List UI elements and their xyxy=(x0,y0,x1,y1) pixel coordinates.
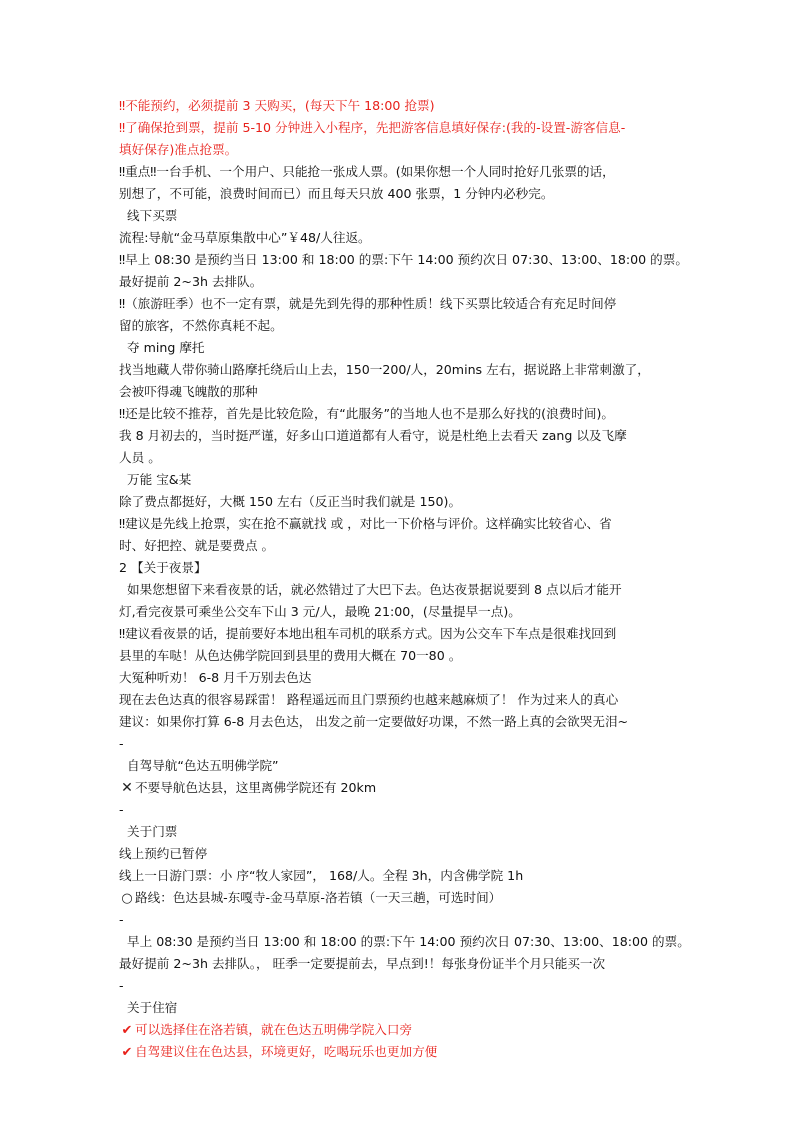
text-line-universal-3: 时、好把控、就是要费点 。 xyxy=(119,538,275,553)
section-heading-self-drive: 自驾导航“色达五明佛学院” xyxy=(127,758,279,773)
text-line-advice-2: 建议：如果你打算 6-8 月去色达， 出发之前一定要做好功课，不然一路上真的会欲哭无泪~ xyxy=(119,714,629,729)
text-line-night-view-3: ‼建议看夜景的话，提前要好本地出租车司机的联系方式。因为公交车下车点是很难找回到 xyxy=(119,626,617,641)
divider-dash-1: - xyxy=(119,736,124,751)
text-line-motorbike-3: ‼还是比较不推荐，首先是比较危险，有“此服务”的当地人也不是那么好找的(浪费时间)。 xyxy=(119,406,614,421)
text-line-motorbike-5: 人员 。 xyxy=(119,450,161,465)
text-line-night-view-2: 灯,看完夜景可乘坐公交车下山 3 元/人，最晚 21:00，(尽量提早一点)。 xyxy=(119,604,521,619)
text-line-process: 流程:导航“金马草原集散中心”￥48/人往返。 xyxy=(119,230,371,245)
divider-dash-4: - xyxy=(119,978,124,993)
text-line-motorbike-1: 找当地藏人带你骑山路摩托绕后山上去，150一200/人，20mins 左右，据说路上非常刺激了， xyxy=(119,362,650,377)
text-line-morning-schedule: ‼早上 08:30 是预约当日 13:00 和 18:00 的票:下午 14:00 预约次日 07:30、13:00、18:00 的票。 xyxy=(119,252,688,267)
text-line-notice-2: ‼了确保抢到票，提前 5-10 分钟进入小程序，先把游客信息填好保存:(我的-设置-游客信息- xyxy=(119,120,626,135)
section-heading-lodging: 关于住宿 xyxy=(127,1000,178,1015)
text-line-key-point-2: 别想了，不可能，浪费时间而已）而且每天只放 400 张票，1 分钟内必秒完。 xyxy=(119,186,554,201)
text-line-notice-1: ‼不能预约，必须提前 3 天购买，(每天下午 18:00 抢票) xyxy=(119,98,435,113)
route-text: 路线：色达县城-东嘎寺-金马草原-洛若镇（一天三趟，可选时间） xyxy=(135,890,502,905)
text-line-day-tour: 线上一日游门票：小 序“牧人家园”， 168/人。全程 3h，内含佛学院 1h xyxy=(119,868,524,883)
section-heading-offline-ticket: 线下买票 xyxy=(127,208,178,223)
divider-dash-3: - xyxy=(119,912,124,927)
text-line-queue-early: 最好提前 2~3h 去排队。 xyxy=(119,274,263,289)
text-line-notice-3: 填好保存)准点抢票。 xyxy=(119,142,238,157)
lodging-text-2: 自驾建议住在色达县，环境更好，吃喝玩乐也更加方便 xyxy=(135,1044,438,1059)
self-drive-warning-text: 不要导航色达县，这里离佛学院还有 20km xyxy=(135,780,377,795)
text-line-night-view-1: 如果您想留下来看夜景的话，就必然错过了大巴下去。色达夜景据说要到 8 点以后才能开 xyxy=(127,582,622,597)
section-heading-motorbike: 夺 ming 摩托 xyxy=(127,340,205,355)
lodging-text-1: 可以选择住在洛若镇，就在色达五明佛学院入口旁 xyxy=(135,1022,413,1037)
check-icon: ✔ xyxy=(121,1023,133,1038)
text-line-peak-season-2: 留的旅客，不然你真耗不起。 xyxy=(119,318,283,333)
text-line-night-view-4: 县里的车哒！从色达佛学院回到县里的费用大概在 70一80 。 xyxy=(119,648,462,663)
section-heading-tickets: 关于门票 xyxy=(127,824,178,839)
text-line-key-point-1: ‼重点‼一台手机、一个用户、只能抢一张成人票。(如果你想一个人同时抢好几张票的话， xyxy=(119,164,615,179)
text-line-ticket-schedule: 早上 08:30 是预约当日 13:00 和 18:00 的票:下午 14:00 预约次日 07:30、13:00、18:00 的票。 xyxy=(127,934,690,949)
section-heading-advice: 大冤种听劝！ 6-8 月千万别去色达 xyxy=(119,670,312,685)
text-line-motorbike-4: 我 8 月初去的，当时挺严谨，好多山口道道都有人看守，说是杜绝上去看天 zang 以及飞摩 xyxy=(119,428,627,443)
cross-icon: ✕ xyxy=(121,780,133,796)
text-line-universal-1: 除了费点都挺好，大概 150 左右（反正当时我们就是 150)。 xyxy=(119,494,462,509)
divider-dash-2: - xyxy=(119,802,124,817)
section-heading-night-view: 2 【关于夜景】 xyxy=(119,560,207,575)
text-line-route xyxy=(119,887,679,908)
text-line-lodging-1 xyxy=(119,1019,679,1040)
text-line-self-drive-warning xyxy=(119,777,679,798)
text-line-universal-2: ‼建议是先线上抢票，实在抢不赢就找 或 ，对比一下价格与评价。这样确实比较省心、省 xyxy=(119,516,612,531)
text-line-peak-season-1: ‼（旅游旺季）也不一定有票，就是先到先得的那种性质！线下买票比较适合有充足时间停 xyxy=(119,296,617,311)
text-line-motorbike-2: 会被吓得魂飞魄散的那种 xyxy=(119,384,258,399)
section-heading-universal: 万能 宝&某 xyxy=(127,472,192,487)
check-icon: ✔ xyxy=(121,1045,133,1060)
circle-icon: ○ xyxy=(121,891,133,906)
text-line-advice-1: 现在去色达真的很容易踩雷！ 路程遥远而且门票预约也越来越麻烦了！ 作为过来人的真心 xyxy=(119,692,619,707)
text-line-ticket-limit: 最好提前 2~3h 去排队。， 旺季一定要提前去，早点到!！每张身份证半个月只能买一次 xyxy=(119,956,606,971)
text-line-lodging-2 xyxy=(119,1041,679,1062)
text-line-online-paused: 线上预约已暂停 xyxy=(119,846,208,861)
